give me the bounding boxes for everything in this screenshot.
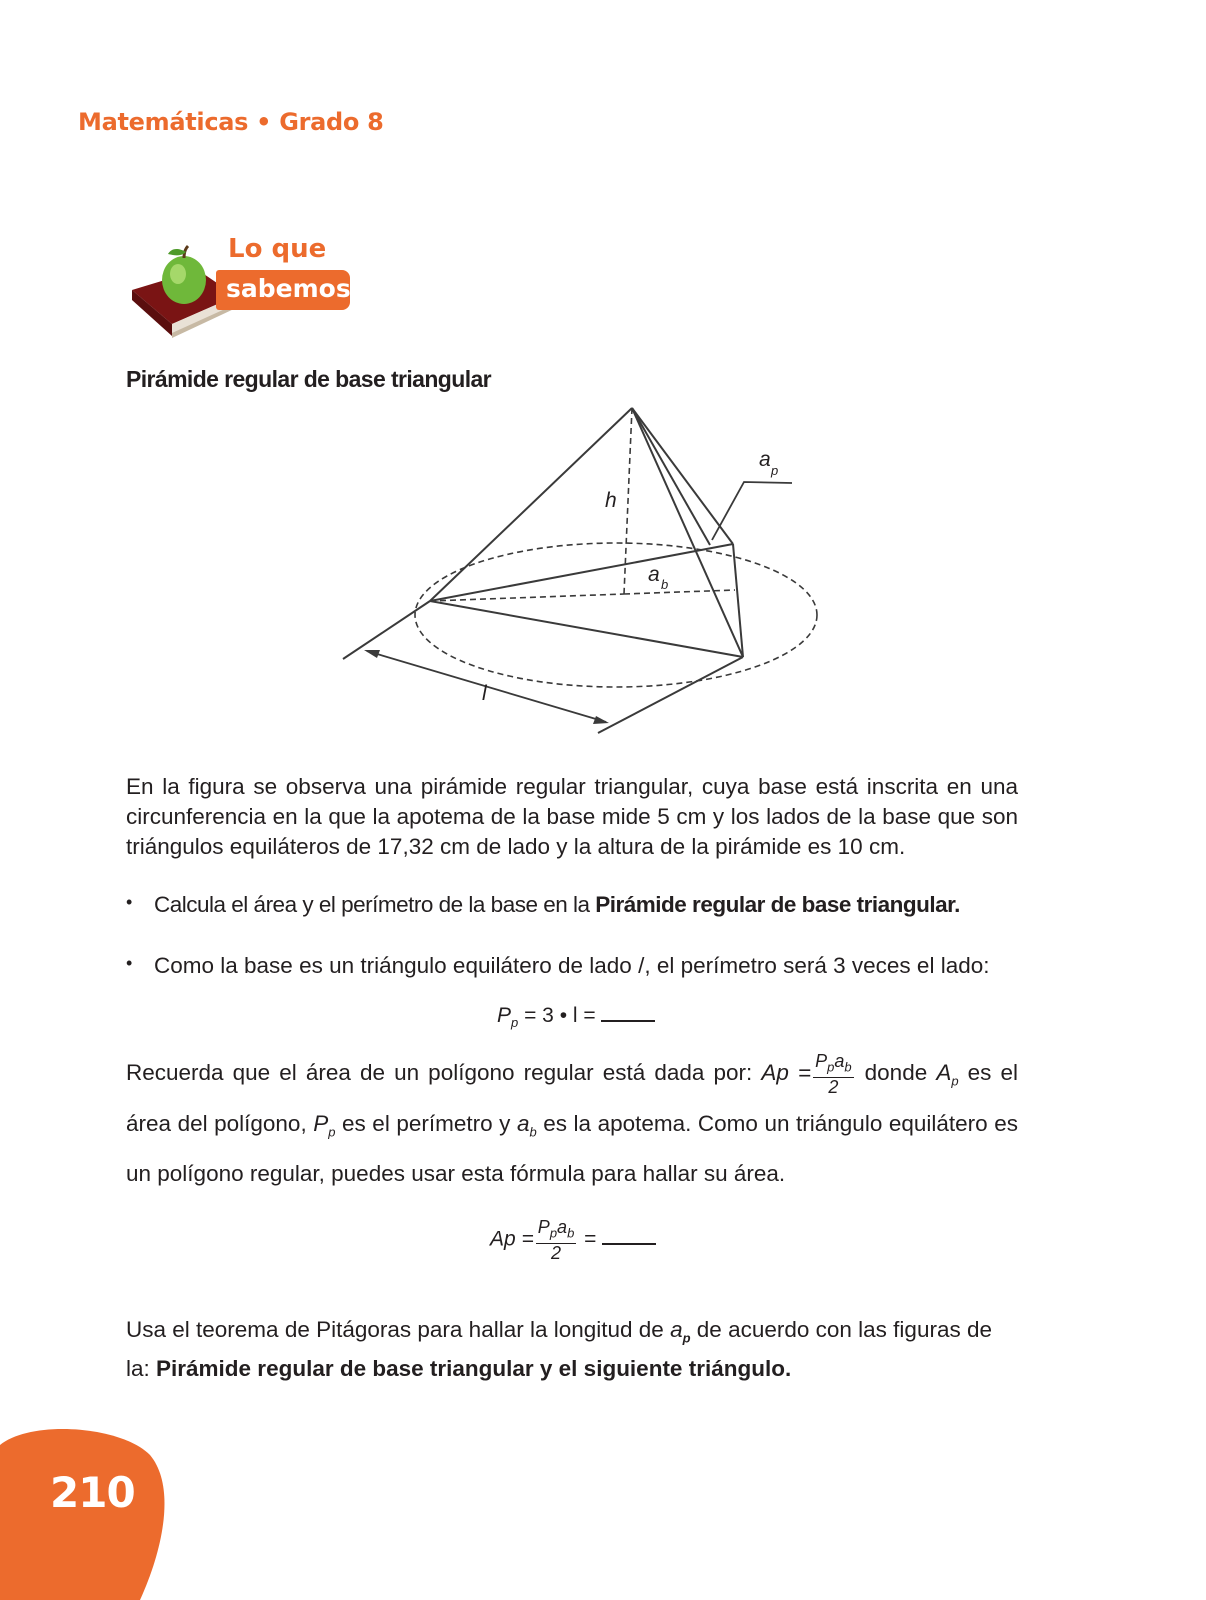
pyramid-apothem-subscript: p bbox=[771, 463, 779, 478]
bullet-1-text: Calcula el área y el perímetro de la base en la bbox=[154, 892, 596, 917]
perimeter-equation: $P_p = 3$ • l = bbox=[497, 1002, 655, 1030]
badge-pill: sabemos bbox=[216, 270, 350, 310]
bullet-1-bold: Pirámide regular de base triangular. bbox=[595, 892, 960, 917]
separator-dot: • bbox=[256, 108, 272, 136]
answer-blank[interactable] bbox=[602, 1225, 656, 1245]
page-header bbox=[78, 108, 384, 136]
height-label: h bbox=[605, 489, 617, 512]
pyramid-diagram bbox=[330, 395, 830, 740]
bullet-icon: • bbox=[126, 953, 133, 973]
base-apothem-subscript: b bbox=[661, 577, 669, 592]
bullet-2-text: Como la base es un triángulo equilátero de lado /, el perímetro será 3 veces el lado: bbox=[154, 953, 990, 978]
height-line bbox=[624, 408, 632, 594]
area-fraction: $\frac{P_pa_b}{2}$ bbox=[815, 1051, 852, 1097]
bullet-icon: • bbox=[126, 892, 133, 912]
subject-label: Matemáticas bbox=[78, 108, 249, 136]
pyramid-apothem-label: a bbox=[759, 448, 771, 471]
side-length-label: l bbox=[482, 682, 487, 705]
answer-blank[interactable] bbox=[601, 1002, 655, 1022]
base-circle bbox=[415, 543, 817, 687]
section-title: Pirámide regular de base triangular bbox=[126, 366, 492, 392]
grade-label: Grado 8 bbox=[279, 108, 384, 136]
intro-paragraph: En la figura se observa una pirámide regular triangular, cuya base está inscrita en una circunferencia en la que la apotema de la base mide 5 cm y los lados de la base que son triángulos equiláteros de 17,32 cm de lado y la altura de la pirámide es 10 cm. bbox=[126, 774, 1018, 859]
badge-title: Lo que bbox=[228, 234, 327, 264]
area-equation: Ap = $\frac{P_pa_b}{2}$ = bbox=[490, 1218, 656, 1262]
base-apothem-label: a bbox=[648, 563, 660, 586]
area-formula-paragraph: Recuerda que el área de un polígono regular está dada por: Ap = $\frac{P_pa_b}{2}$ donde $A_p$ es el área del polígono, $P_p$ es el perímetro y $a_b$ es la apotema. Como un triángulo equilátero es un polígono regular, puedes usar esta fórmula para hallar su área. bbox=[126, 1051, 1019, 1186]
area-fraction: $\frac{P_pa_b}{2}$ bbox=[537, 1217, 575, 1263]
page-number: 210 bbox=[50, 1468, 135, 1517]
pythagoras-paragraph: Usa el teorema de Pitágoras para hallar la longitud de $a_p$ de acuerdo con las figuras de la: Pirámide regular de base triangular y el siguiente triángulo. bbox=[126, 1317, 992, 1381]
